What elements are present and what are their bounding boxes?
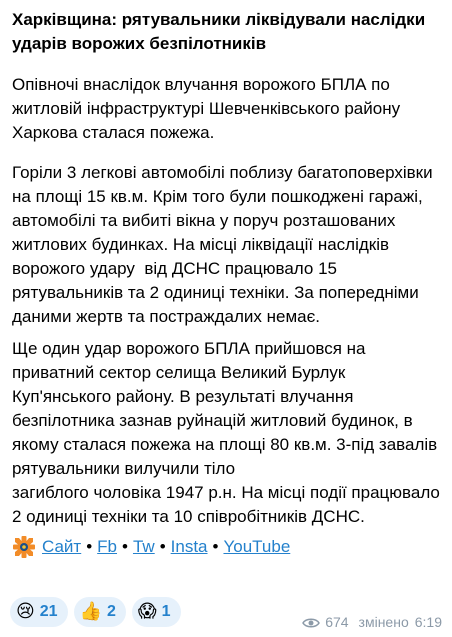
link-instagram[interactable]: Insta bbox=[170, 537, 208, 556]
reaction-crying[interactable] bbox=[10, 597, 68, 627]
view-count: 674 bbox=[325, 614, 349, 630]
post-paragraph-3 bbox=[12, 337, 442, 529]
separator: • bbox=[159, 537, 166, 556]
link-site[interactable]: Сайт bbox=[42, 537, 82, 556]
text-line: Куп'янського району. В результаті влучання bbox=[12, 387, 354, 406]
dsns-emblem-icon bbox=[12, 535, 36, 559]
reaction-count: 21 bbox=[39, 603, 58, 620]
reaction-count: 1 bbox=[161, 603, 171, 620]
text-line: приватний сектор селища Великий Бурлук bbox=[12, 363, 346, 382]
text-line: якому сталася пожежа на площі 80 кв.м. 3-під завалів bbox=[12, 435, 438, 454]
text-line: житлових будинках. На місці ліквідації наслідків bbox=[12, 235, 390, 254]
text-line: ворожого удару від ДСНС працювало 15 bbox=[12, 259, 337, 278]
reaction-count: 2 bbox=[106, 603, 116, 620]
post-time: 6:19 bbox=[414, 614, 442, 630]
post-title bbox=[12, 8, 442, 56]
text-line: автомобілі та вибиті вікна у поруч розташованих bbox=[12, 211, 396, 230]
post-paragraph-1 bbox=[12, 73, 442, 145]
eye-icon bbox=[302, 616, 320, 628]
text-line: на площі 15 кв.м. Крім того були пошкоджені гаражі, bbox=[12, 187, 423, 206]
social-links bbox=[12, 534, 290, 560]
post-meta bbox=[302, 614, 442, 630]
text-line: Ще один удар ворожого БПЛА прийшовся на bbox=[12, 339, 366, 358]
text-line: житловій інфраструктурі Шевченківського району bbox=[12, 99, 401, 118]
link-twitter[interactable]: Tw bbox=[132, 537, 155, 556]
reaction-thumbs-up[interactable] bbox=[74, 597, 126, 627]
reactions-bar bbox=[10, 597, 181, 627]
edited-label: змінено bbox=[358, 614, 409, 630]
crying-face-icon: 😢 bbox=[16, 601, 35, 622]
link-youtube[interactable]: YouTube bbox=[223, 537, 291, 556]
screaming-face-icon: 😱 bbox=[137, 601, 157, 622]
text-line: Опівночі внаслідок влучання ворожого БПЛА по bbox=[12, 75, 390, 94]
text-line: рятувальники вилучили тіло bbox=[12, 459, 236, 478]
text-line: Харкова сталася пожежа. bbox=[12, 123, 215, 142]
post-title-line: Харківщина: рятувальники ліквідували наслідки bbox=[12, 10, 426, 29]
reaction-screaming[interactable] bbox=[132, 597, 181, 627]
text-line: рятувальників та 2 одиниці техніки. За попередніми bbox=[12, 283, 419, 302]
separator: • bbox=[212, 537, 219, 556]
text-line: 2 одиниці техніки та 10 співробітників ДСНС. bbox=[12, 507, 365, 526]
separator: • bbox=[122, 537, 128, 556]
post-title-line: ударів ворожих безпілотників bbox=[12, 34, 267, 53]
link-facebook[interactable]: Fb bbox=[97, 537, 118, 556]
text-line: загиблого чоловіка 1947 р.н. На місці події працювало bbox=[12, 483, 440, 502]
separator: • bbox=[86, 537, 93, 556]
text-line: Горіли 3 легкові автомобілі поблизу багатоповерхівки bbox=[12, 163, 433, 182]
post-paragraph-2 bbox=[12, 161, 442, 329]
text-line: даними жертв та постраждалих немає. bbox=[12, 307, 321, 326]
text-line: безпілотника зазнав руйнацій житловий будинок, в bbox=[12, 411, 413, 430]
thumbs-up-icon: 👍 bbox=[79, 601, 102, 622]
